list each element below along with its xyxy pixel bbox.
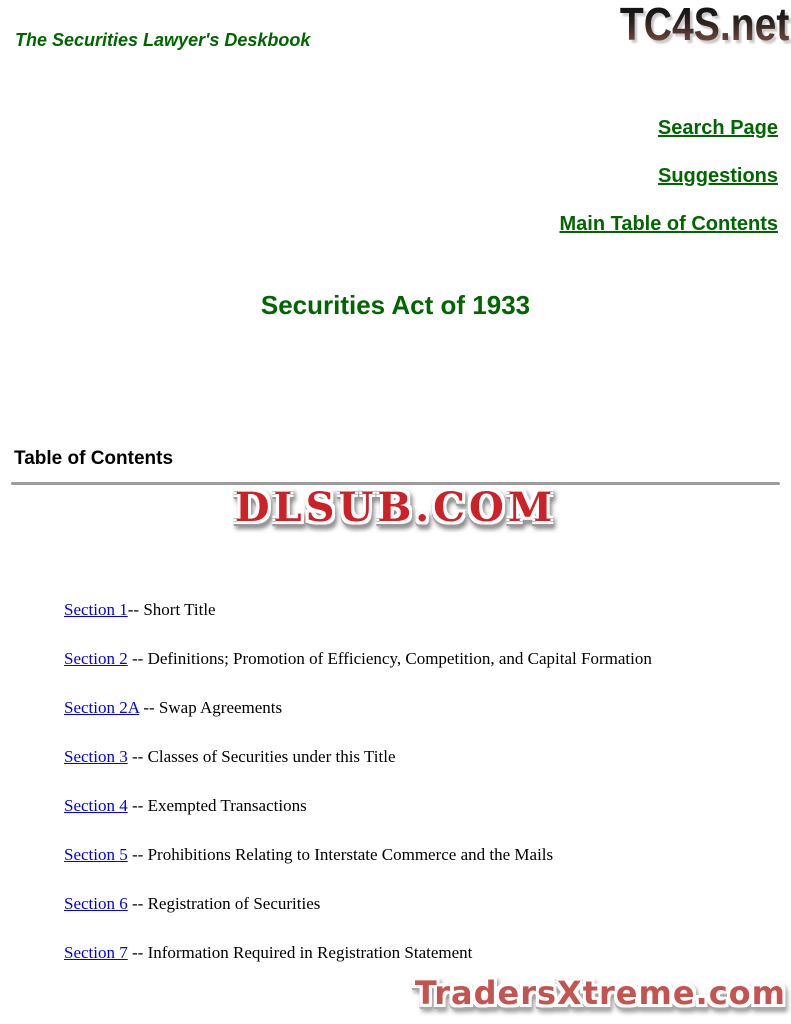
tc4s-logo: TC4S.net bbox=[619, 0, 789, 50]
section-2a-link[interactable]: Section 2A bbox=[64, 698, 140, 717]
top-nav bbox=[559, 116, 778, 260]
section-2-link[interactable]: Section 2 bbox=[64, 649, 128, 668]
section-7-description: -- Information Required in Registration Statement bbox=[127, 943, 473, 962]
toc-item bbox=[64, 601, 771, 618]
section-2a-description: -- Swap Agreements bbox=[139, 698, 283, 717]
section-6-description: -- Registration of Securities bbox=[127, 894, 321, 913]
section-7-link[interactable]: Section 7 bbox=[64, 943, 128, 962]
site-title: The Securities Lawyer's Deskbook bbox=[15, 30, 311, 50]
toc-item bbox=[64, 944, 771, 961]
section-6-link[interactable]: Section 6 bbox=[64, 894, 128, 913]
section-1-link[interactable]: Section 1 bbox=[64, 600, 128, 619]
nav-row bbox=[559, 164, 778, 188]
section-5-link[interactable]: Section 5 bbox=[64, 845, 128, 864]
nav-row bbox=[559, 212, 778, 236]
section-3-description: -- Classes of Securities under this Title bbox=[127, 747, 396, 766]
section-4-description: -- Exempted Transactions bbox=[127, 796, 307, 815]
nav-link-suggestions[interactable]: Suggestions bbox=[657, 165, 778, 187]
toc-item bbox=[64, 797, 771, 814]
nav-link-search-page[interactable]: Search Page bbox=[657, 117, 778, 139]
toc-item bbox=[64, 650, 771, 667]
tradersxtreme-watermark-wrap bbox=[415, 974, 786, 1012]
tradersxtreme-watermark-link[interactable]: TradersXtreme.com bbox=[414, 974, 786, 1012]
toc-list bbox=[64, 601, 771, 993]
toc-item bbox=[64, 699, 771, 716]
section-5-description: -- Prohibitions Relating to Interstate Commerce and the Mails bbox=[127, 845, 554, 864]
nav-row bbox=[559, 116, 778, 140]
section-3-link[interactable]: Section 3 bbox=[64, 747, 128, 766]
page-title: Securities Act of 1933 bbox=[260, 290, 531, 320]
toc-heading: Table of Contents bbox=[14, 448, 174, 469]
dlsub-watermark-wrap bbox=[0, 484, 791, 532]
dlsub-watermark-link[interactable]: DLSUB.COM bbox=[234, 484, 557, 531]
toc-item bbox=[64, 748, 771, 765]
toc-item bbox=[64, 846, 771, 863]
section-2-description: -- Definitions; Promotion of Efficiency, Competition, and Capital Formation bbox=[127, 649, 652, 668]
section-1-description: -- Short Title bbox=[127, 600, 216, 619]
toc-item bbox=[64, 895, 771, 912]
nav-link-main-table-of-contents[interactable]: Main Table of Contents bbox=[559, 213, 778, 235]
section-4-link[interactable]: Section 4 bbox=[64, 796, 128, 815]
